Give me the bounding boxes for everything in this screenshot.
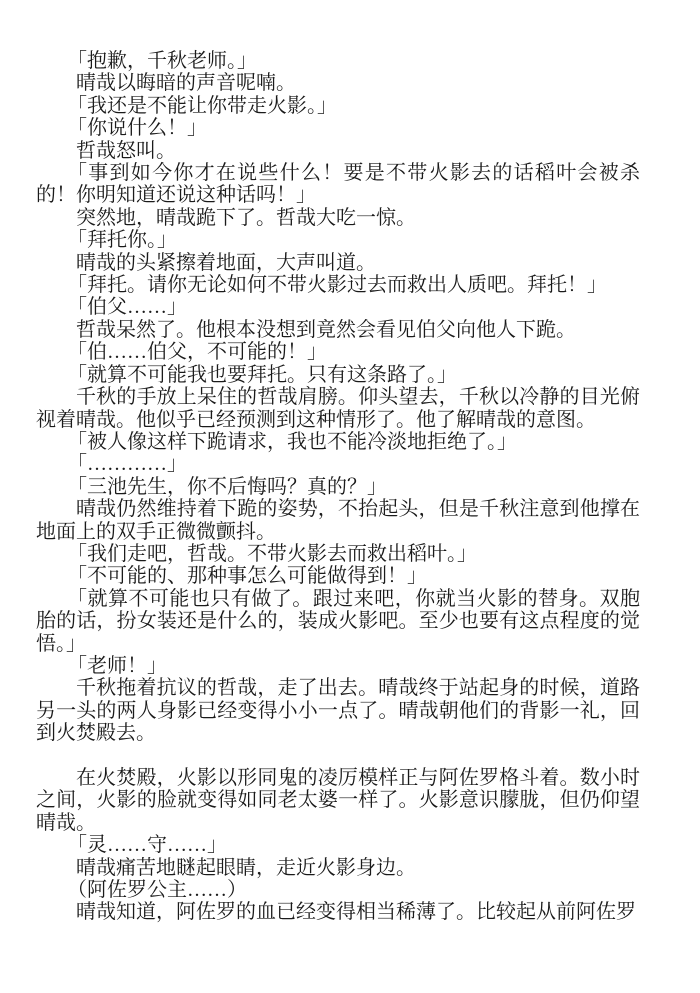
paragraph: 哲哉怒叫。 xyxy=(76,139,176,162)
paragraph: 晴哉痛苦地瞇起眼睛，走近火影身边。 xyxy=(76,856,416,879)
paragraph: 突然地，晴哉跪下了。哲哉大吃一惊。 xyxy=(76,206,416,229)
paragraph: 晴哉仍然维持着下跪的姿势，不抬起头，但是千秋注意到他撑在地面上的双手正微微颤抖。 xyxy=(36,498,640,543)
paragraph: 「拜托你。」 xyxy=(67,229,177,252)
paragraph: 在火焚殿，火影以形同鬼的凌厉模样正与阿佐罗格斗着。数小时之间，火影的脸就变得如同老太婆一样了。火影意识朦胧，但仍仰望晴哉。 xyxy=(36,766,640,834)
paragraph: 「伯……伯父，不可能的！」 xyxy=(67,341,327,364)
paragraph: 「事到如今你才在说些什么！要是不带火影去的话稻叶会被杀的！你明知道还说这种话吗！」 xyxy=(36,162,640,207)
blank-line xyxy=(36,745,640,767)
paragraph: 晴哉以晦暗的声音呢喃。 xyxy=(76,72,296,95)
paragraph: 千秋的手放上呆住的哲哉肩膀。仰头望去，千秋以冷静的目光俯视着晴哉。他似乎已经预测到这种情形了。他了解晴哉的意图。 xyxy=(36,386,640,431)
paragraph: 晴哉知道，阿佐罗的血已经变得相当稀薄了。比较起从前阿佐罗 xyxy=(76,901,636,924)
paragraph: 「你说什么！」 xyxy=(67,117,207,140)
paragraph: 「老师！」 xyxy=(67,654,167,677)
paragraph: 千秋拖着抗议的哲哉，走了出去。晴哉终于站起身的时候，道路另一头的两人身影已经变得小小一点了。晴哉朝他们的背影一礼，回到火焚殿去。 xyxy=(36,677,640,745)
paragraph: 「不可能的、那种事怎么可能做得到！」 xyxy=(67,565,427,588)
paragraph: 「就算不可能我也要拜托。只有这条路了。」 xyxy=(67,363,457,386)
paragraph: 哲哉呆然了。他根本没想到竟然会看见伯父向他人下跪。 xyxy=(76,318,576,341)
paragraph: 「就算不可能也只有做了。跟过来吧，你就当火影的替身。双胞胎的话，扮女装还是什么的，装成火影吧。至少也要有这点程度的觉悟。」 xyxy=(36,587,640,655)
paragraph: 「灵……守……」 xyxy=(67,834,227,857)
paragraph: 「我们走吧，哲哉。不带火影去而救出稻叶。」 xyxy=(67,542,477,565)
paragraph: 晴哉的头紧擦着地面，大声叫道。 xyxy=(76,251,376,274)
paragraph: 「拜托。请你无论如何不带火影过去而救出人质吧。拜托！」 xyxy=(67,274,607,297)
paragraph: （阿佐罗公主……） xyxy=(67,879,247,902)
paragraph: 「被人像这样下跪请求，我也不能冷淡地拒绝了。」 xyxy=(67,430,517,453)
paragraph: 「三池先生，你不后悔吗？真的？」 xyxy=(67,475,387,498)
paragraph: 「…………」 xyxy=(67,453,187,476)
paragraph: 「抱歉，千秋老师。」 xyxy=(67,50,257,72)
paragraph: 「伯父……」 xyxy=(67,296,187,319)
paragraph: 「我还是不能让你带走火影。」 xyxy=(67,94,337,117)
text-column xyxy=(36,50,640,924)
